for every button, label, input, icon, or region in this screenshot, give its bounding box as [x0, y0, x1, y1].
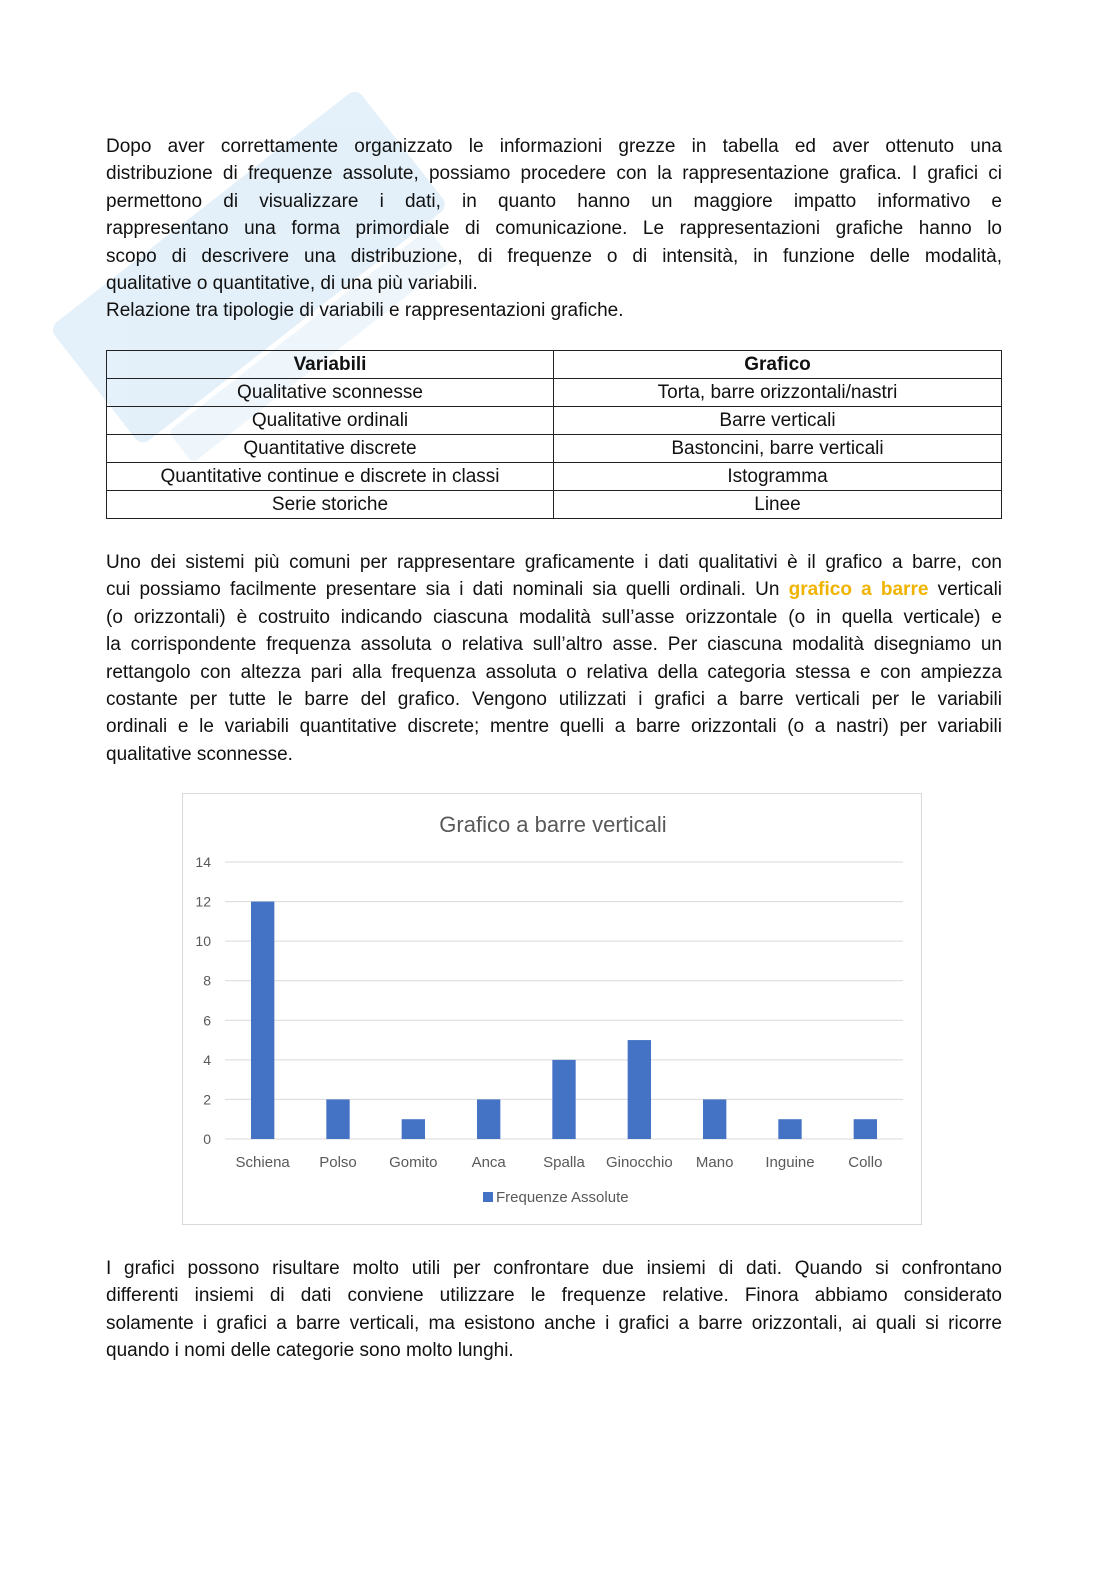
y-tick-label: 12: [195, 893, 211, 910]
x-tick-label: Schiena: [235, 1154, 290, 1171]
y-tick-label: 4: [203, 1051, 211, 1068]
x-tick-label: Spalla: [543, 1154, 585, 1171]
text-line: qualitative o quantitative, di una più variabili.: [106, 273, 478, 295]
x-tick-label: Polso: [319, 1154, 357, 1171]
table-cell: Qualitative ordinali: [107, 407, 554, 435]
text-segment: verticali: [937, 579, 1003, 601]
text-line: quando i nomi delle categorie sono molto lunghi.: [106, 1340, 514, 1362]
table-row: [107, 435, 1002, 463]
text-line: solamente i grafici a barre verticali, ma esistono anche i grafici a barre orizzontali, ai quali si ricorre: [106, 1312, 1002, 1334]
text-line: permettono di visualizzare i dati, in quanto hanno un maggiore impatto informativo e: [106, 190, 1002, 212]
chart-title: Grafico a barre verticali: [439, 812, 667, 837]
bar-chart: [183, 794, 923, 1226]
text-line: I grafici possono risultare molto utili per confrontare due insiemi di dati. Quando si confrontano: [106, 1258, 1002, 1279]
table-cell: Barre verticali: [554, 407, 1002, 435]
bar: [251, 902, 274, 1139]
x-tick-label: Inguine: [765, 1154, 815, 1171]
text-line: ordinali e le variabili quantitative discrete; mentre quelli a barre orizzontali (o a nastri) per variabili: [106, 716, 1002, 738]
text-line: distribuzione di frequenze assolute, possiamo procedere con la rappresentazione grafica. I grafici ci: [106, 163, 1002, 185]
x-tick-label: Collo: [848, 1154, 883, 1171]
bar: [854, 1119, 877, 1139]
text-line: qualitative sconnesse.: [106, 743, 293, 765]
table-header-grafico: Grafico: [554, 351, 1002, 379]
x-tick-label: Ginocchio: [605, 1154, 673, 1171]
table-row: [107, 491, 1002, 519]
text-segment: cui possiamo facilmente presentare sia i dati nominali sia quelli ordinali. Un: [106, 579, 780, 601]
text-line: costante per tutte le barre del grafico. Vengono utilizzati i grafici a barre verticali per le variabili: [106, 689, 1002, 711]
text-line: Uno dei sistemi più comuni per rappresentare graficamente i dati qualitativi è il grafico a barre, con: [106, 552, 1002, 573]
text-line: differenti insiemi di dati conviene utilizzare le frequenze relative. Finora abbiamo considerato: [106, 1285, 1002, 1307]
text-line: la corrispondente frequenza assoluta o relativa sull’altro asse. Per ciascuna modalità disegniamo un: [106, 634, 1002, 656]
x-tick-label: Anca: [471, 1154, 506, 1171]
table-header-row: [107, 351, 1002, 379]
bar: [477, 1099, 500, 1139]
bar: [703, 1099, 726, 1139]
bar-chart-frame: [182, 793, 922, 1225]
x-tick-label: Gomito: [389, 1154, 438, 1171]
bar: [628, 1040, 651, 1139]
table-header-variabili: Variabili: [107, 351, 554, 379]
table-cell: Quantitative discrete: [107, 435, 554, 463]
x-tick-label: Mano: [695, 1154, 734, 1171]
variables-charts-table: [106, 350, 1002, 519]
text-line: rappresentano una forma primordiale di comunicazione. Le rappresentazioni grafiche hanno lo: [106, 218, 1002, 240]
table-row: [107, 379, 1002, 407]
y-tick-label: 10: [195, 933, 211, 950]
legend-label: Frequenze Assolute: [496, 1189, 629, 1206]
text-line: rettangolo con altezza pari alla frequenza assoluta o relativa della categoria stessa e con ampiezza: [106, 661, 1002, 683]
intro-paragraph: [106, 133, 1002, 325]
table-row: [107, 463, 1002, 491]
table-cell: Quantitative continue e discrete in classi: [107, 463, 554, 491]
bar: [552, 1060, 575, 1139]
y-tick-label: 8: [203, 972, 211, 989]
text-line: (o orizzontali) è costruito indicando ciascuna modalità sull’asse orizzontale (o in quella verticale) e: [106, 606, 1002, 628]
table-intro-line: Relazione tra tipologie di variabili e rappresentazioni grafiche.: [106, 300, 624, 322]
highlighted-term: grafico a barre: [788, 579, 929, 601]
y-tick-label: 14: [195, 854, 211, 870]
table-cell: Serie storiche: [107, 491, 554, 519]
bar: [402, 1119, 425, 1139]
table-row: [107, 407, 1002, 435]
text-line: Dopo aver correttamente organizzato le informazioni grezze in tabella ed aver ottenuto una: [106, 136, 1002, 157]
bar-chart-paragraph: [106, 549, 1002, 768]
text-line: scopo di descrivere una distribuzione, di frequenze o di intensità, in funzione delle modalità,: [106, 245, 1002, 267]
y-tick-label: 6: [203, 1012, 211, 1029]
bar: [326, 1099, 349, 1139]
text-line: [106, 576, 1002, 603]
closing-paragraph: [106, 1255, 1002, 1365]
table-cell: Qualitative sconnesse: [107, 379, 554, 407]
legend-swatch: [483, 1192, 493, 1202]
table-cell: Bastoncini, barre verticali: [554, 435, 1002, 463]
y-tick-label: 2: [203, 1091, 211, 1108]
bar: [778, 1119, 801, 1139]
table-cell: Istogramma: [554, 463, 1002, 491]
table-cell: Linee: [554, 491, 1002, 519]
y-tick-label: 0: [203, 1131, 211, 1147]
table-cell: Torta, barre orizzontali/nastri: [554, 379, 1002, 407]
